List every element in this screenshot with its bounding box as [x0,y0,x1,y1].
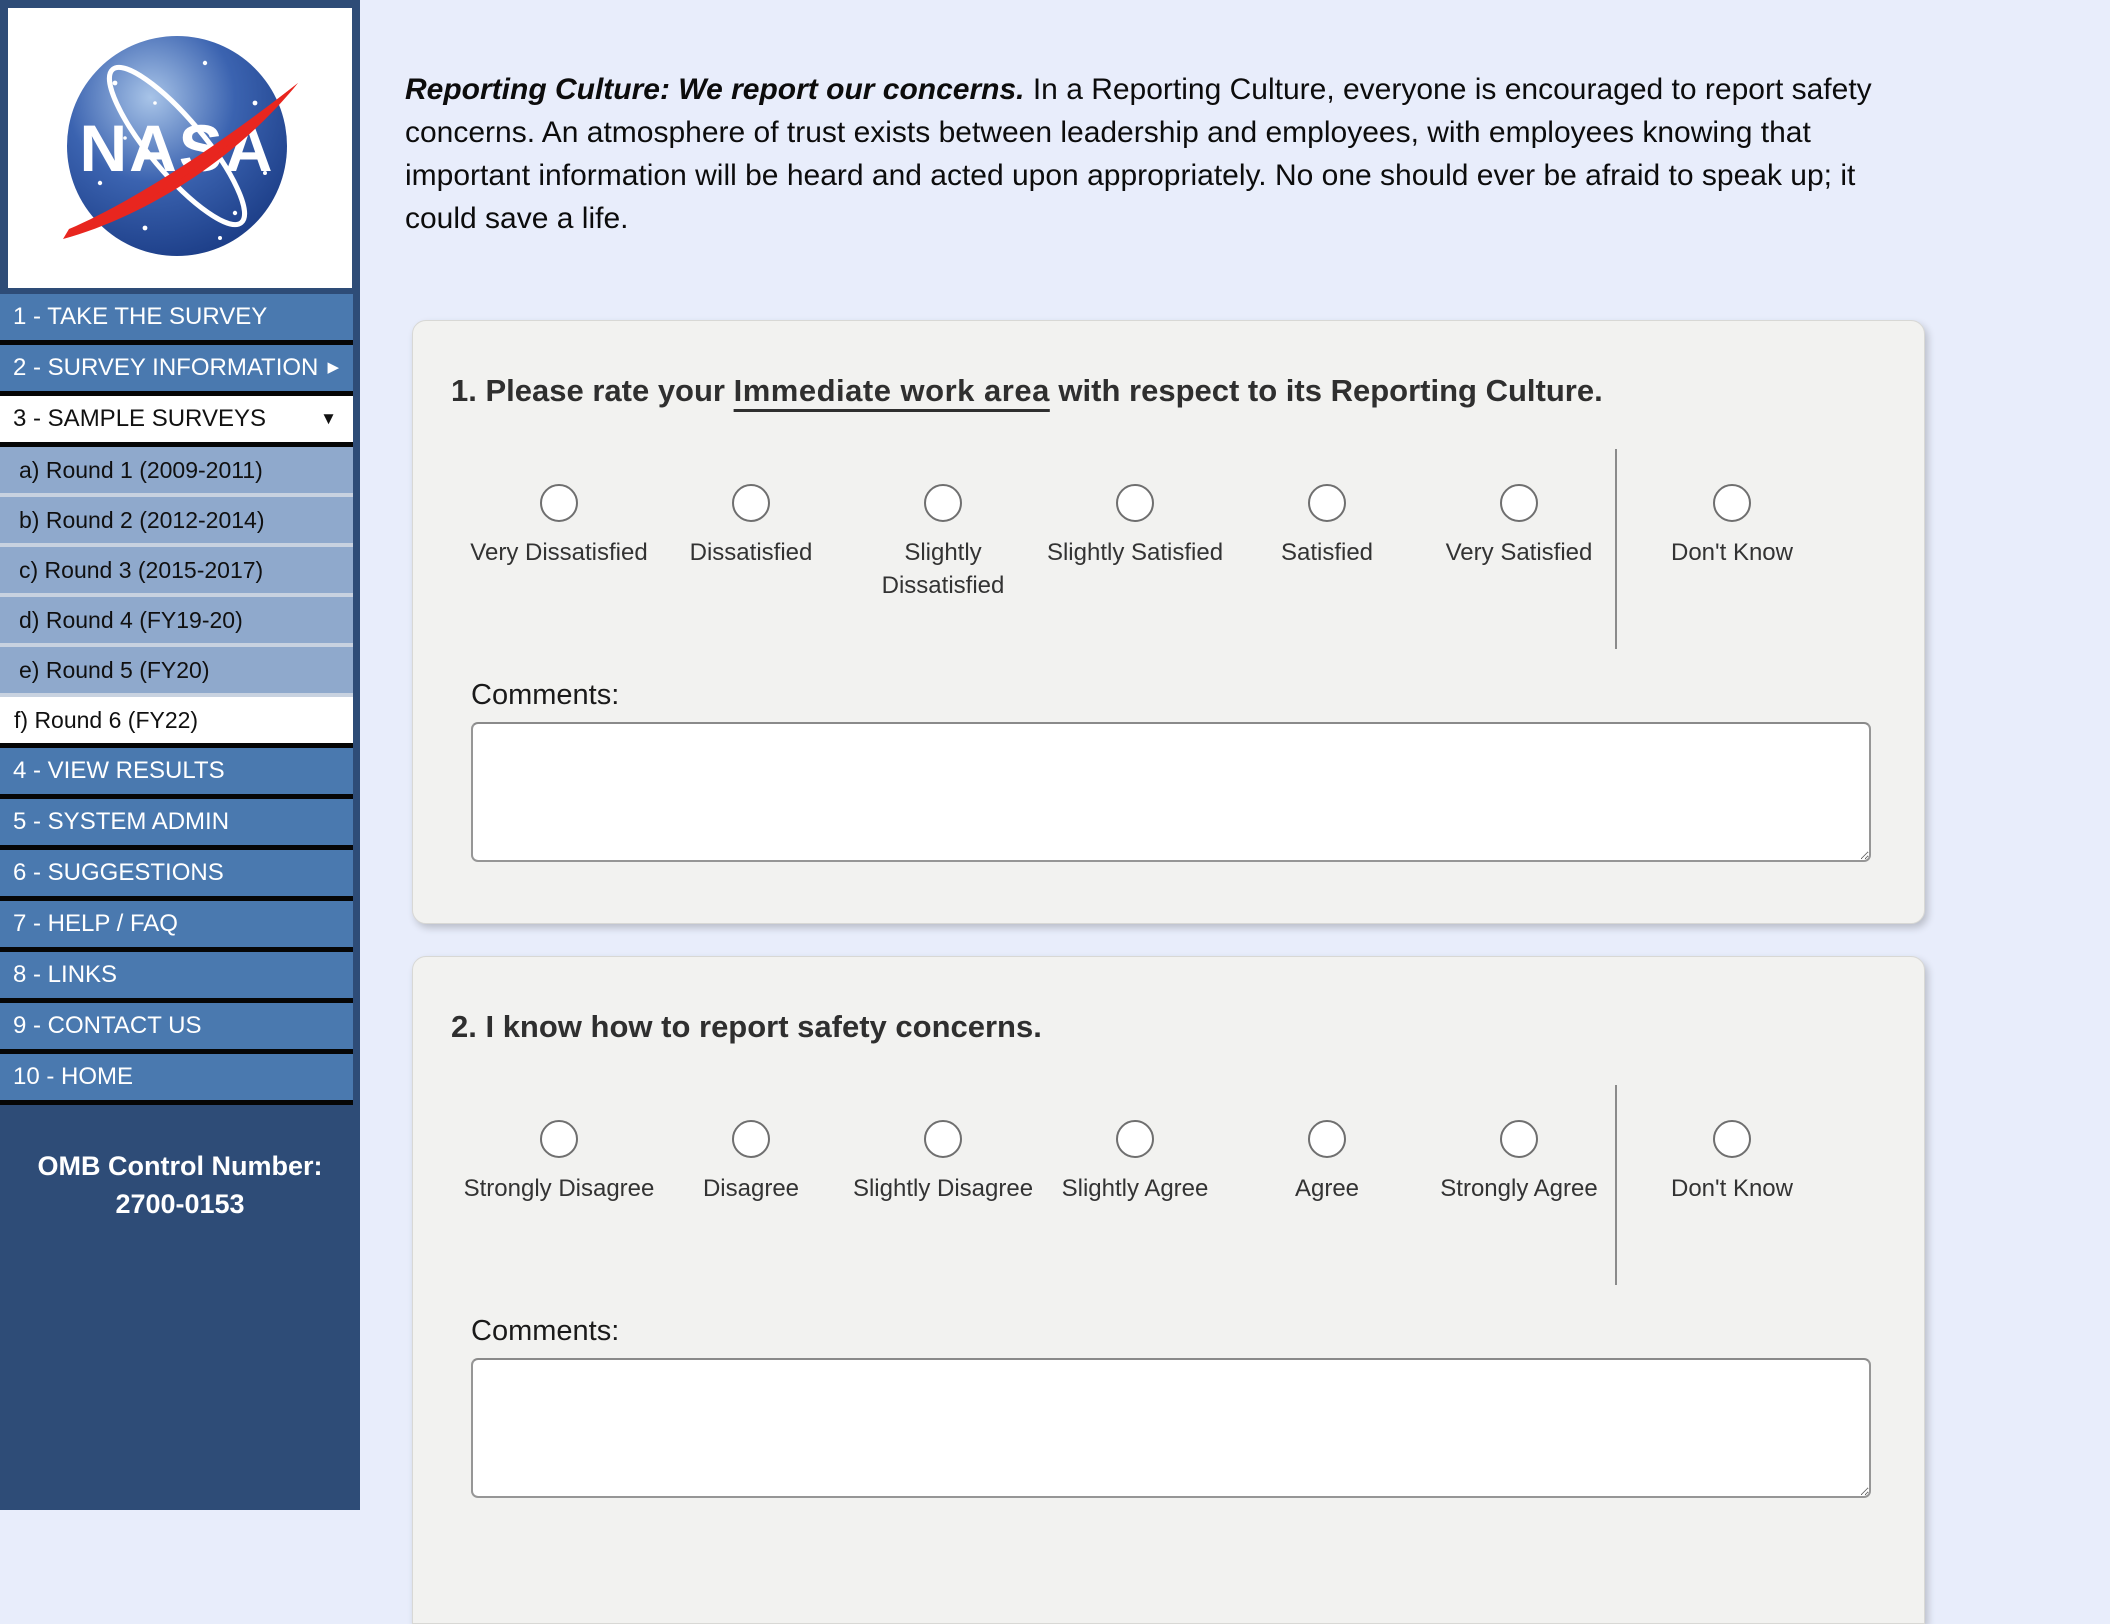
sidebar-item-contact-us[interactable] [0,1003,353,1054]
sidebar-item-label: 9 - CONTACT US [13,1012,202,1039]
option-strongly-disagree [463,1085,655,1205]
option-label: Slightly Satisfied [1046,539,1224,566]
question-2-comments [413,1315,1924,1503]
option-label: Satisfied [1280,539,1374,566]
sidebar-item-label: 6 - SUGGESTIONS [13,859,224,886]
option-label: Slightly Agree [1061,1175,1209,1202]
expand-right-icon: ▶ [327,359,339,376]
option-label: Dissatisfied [689,539,813,566]
question-1-comments [413,679,1924,867]
option-strongly-agree [1423,1085,1615,1205]
sidebar-item-round-2[interactable] [0,497,353,547]
reporting-culture-intro [405,68,1905,240]
comments-label: Comments: [471,1315,620,1347]
option-label: Disagree [702,1175,800,1202]
comments-label: Comments: [471,679,620,711]
sidebar [0,0,360,1510]
sidebar-item-label: d) Round 4 (FY19-20) [19,607,243,633]
omb-line2: 2700-0153 [115,1189,245,1219]
radio-strongly-agree[interactable] [1500,1120,1538,1158]
nasa-meatball-icon [55,32,305,264]
option-label: Strongly Disagree [463,1175,655,1202]
radio-strongly-disagree[interactable] [540,1120,578,1158]
question-2-options [463,1085,1924,1285]
option-label: Very Dissatisfied [470,539,648,566]
intro-lead-text: Reporting Culture: We report our concerns. [405,73,1025,106]
radio-slightly-agree[interactable] [1116,1120,1154,1158]
radio-dont-know-2[interactable] [1713,1120,1751,1158]
sidebar-item-label: 3 - SAMPLE SURVEYS [13,405,266,432]
sidebar-item-take-the-survey[interactable] [0,294,353,345]
sidebar-item-round-4[interactable] [0,597,353,647]
option-label: Strongly Agree [1440,1175,1598,1202]
sidebar-item-home[interactable] [0,1054,353,1105]
option-dont-know [1617,1085,1847,1205]
option-slightly-agree [1039,1085,1231,1205]
option-label: Very Satisfied [1445,539,1593,566]
radio-agree[interactable] [1308,1120,1346,1158]
question-1-comments-input[interactable] [471,722,1871,862]
radio-slightly-dissatisfied[interactable] [924,484,962,522]
expand-down-icon: ▼ [320,409,337,428]
sidebar-item-label: a) Round 1 (2009-2011) [19,457,263,483]
option-satisfied [1231,449,1423,569]
sidebar-item-round-3[interactable] [0,547,353,597]
radio-very-satisfied[interactable] [1500,484,1538,522]
question-1-title-emphasis: Immediate work area [733,373,1050,408]
sidebar-item-label: c) Round 3 (2015-2017) [19,557,264,583]
nasa-logo [8,8,352,288]
question-2-comments-input[interactable] [471,1358,1871,1498]
option-slightly-satisfied [1039,449,1231,569]
question-card-2 [412,956,1925,1624]
sidebar-item-label: 5 - SYSTEM ADMIN [13,808,230,835]
option-label: Slightly Disagree [852,1175,1034,1202]
radio-dont-know[interactable] [1713,484,1751,522]
question-2-title-text: 2. I know how to report safety concerns. [451,1009,1042,1044]
radio-satisfied[interactable] [1308,484,1346,522]
sidebar-item-view-results[interactable] [0,748,353,799]
sidebar-item-system-admin[interactable] [0,799,353,850]
sidebar-item-links[interactable] [0,952,353,1003]
option-label: Don't Know [1671,539,1793,566]
option-disagree [655,1085,847,1205]
option-agree [1231,1085,1423,1205]
question-1-title-prefix: 1. Please rate your [451,373,734,408]
radio-dissatisfied[interactable] [732,484,770,522]
radio-slightly-disagree[interactable] [924,1120,962,1158]
sidebar-item-label: 2 - SURVEY INFORMATION [13,354,319,381]
question-1-options [463,449,1924,649]
omb-line1: OMB Control Number: [37,1151,323,1181]
option-very-satisfied [1423,449,1615,569]
question-2-title [413,1009,1924,1045]
option-label: Slightly Dissatisfied [881,539,1005,599]
sidebar-item-sample-surveys[interactable] [0,396,353,447]
sidebar-item-round-1[interactable] [0,447,353,497]
svg-text:NASA: NASA [79,111,275,185]
sidebar-item-round-6[interactable] [0,697,353,748]
question-1-title [413,373,1924,409]
radio-very-dissatisfied[interactable] [540,484,578,522]
radio-disagree[interactable] [732,1120,770,1158]
sidebar-item-help-faq[interactable] [0,901,353,952]
sidebar-item-label: 1 - TAKE THE SURVEY [13,303,268,330]
option-slightly-dissatisfied [847,449,1039,602]
sidebar-item-label: 7 - HELP / FAQ [13,910,178,937]
sidebar-item-label: f) Round 6 (FY22) [14,707,199,733]
intro-body-text: In a Reporting Culture, everyone is encouraged to report safety concerns. An atmosphere of trust exists between leadership and employees, with employees knowing that important information will be heard and acted upon appropriately. No one should ever be afraid to speak up; it could save a life. [405,73,1872,235]
omb-control-number [0,1147,360,1223]
survey-content [360,0,2110,1510]
option-very-dissatisfied [463,449,655,569]
question-card-1 [412,320,1925,924]
option-dissatisfied [655,449,847,569]
sidebar-item-survey-information[interactable] [0,345,353,396]
radio-slightly-satisfied[interactable] [1116,484,1154,522]
sidebar-item-label: e) Round 5 (FY20) [19,657,210,683]
sidebar-item-round-5[interactable] [0,647,353,697]
option-label: Don't Know [1671,1175,1793,1202]
sidebar-item-suggestions[interactable] [0,850,353,901]
sidebar-item-label: 8 - LINKS [13,961,118,988]
option-slightly-disagree [847,1085,1039,1205]
sidebar-item-label: 10 - HOME [13,1063,134,1090]
question-1-title-suffix: with respect to its Reporting Culture. [1049,373,1603,408]
option-label: Agree [1294,1175,1360,1202]
sidebar-item-label: 4 - VIEW RESULTS [13,757,225,784]
option-dont-know [1617,449,1847,569]
sidebar-item-label: b) Round 2 (2012-2014) [19,507,265,533]
